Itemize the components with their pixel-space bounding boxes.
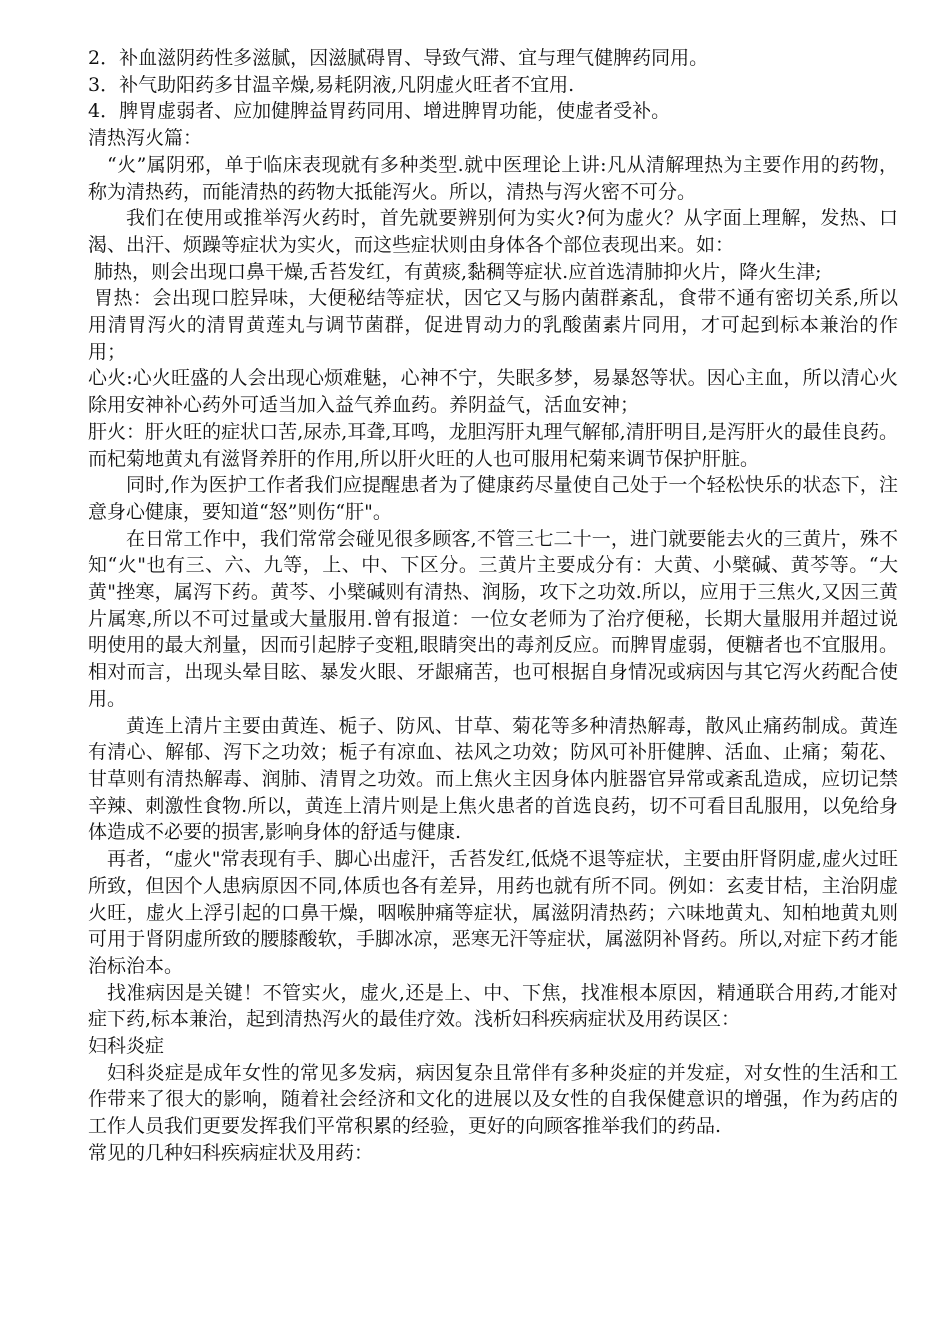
paragraph: 常见的几种妇科疾病症状及用药：	[88, 1141, 374, 1164]
paragraph: 我们在使用或推举泻火药时，首先就要辨别何为实火?何为虚火？从字面上理解，发热、口渴、出汗、烦躁等症状为实火，而这些症状则由身体各个部位表现出来。如：	[88, 207, 898, 256]
paragraph: 胃热：会出现口腔异味，大便秘结等症状，因它又与肠内菌群紊乱，食带不通有密切关系,所以用清胃泻火的清胃黄莲丸与调节菌群，促进胃动力的乳酸菌素片同用，才可起到标本兼治的作用；	[88, 287, 898, 363]
paragraph: 肝火：肝火旺的症状口苦,尿赤,耳聋,耳鸣，龙胆泻肝丸理气解郁,清肝明目,是泻肝火的最佳良药。而杞菊地黄丸有滋肾养肝的作用,所以肝火旺的人也可服用杞菊来调节保护肝脏。	[88, 420, 898, 470]
paragraph: 心火:心火旺盛的人会出现心烦难魅，心神不宁，失眠多梦，易暴怒等状。因心主血，所以清心火除用安神补心药外可适当加入益气养血药。养阴益气，活血安神；	[88, 367, 898, 417]
paragraph: 4．脾胃虚弱者、应加健脾益胃药同用、增进脾胃功能，使虚者受补。	[88, 100, 671, 123]
paragraph: 在日常工作中，我们常常会碰见很多顾客,不管三七二十一，进门就要能去火的三黄片，殊不知“火"也有三、六、九等，上、中、下区分。三黄片主要成分有：大黄、小檗碱、黄芩等。“大黄"挫寒，属泻下药。黄芩、小檗碱则有清热、润肠，攻下之功效.所以，应用于三焦火,又因三黄片属寒,所以不可过量或大量服用.曾有报道：一位女老师为了治疗便秘，长期大量服用并超过说明使用的最大剂量，因而引起脖子变粗,眼睛突出的毒剂反应。而脾胃虚弱，便糖者也不宜服用。相对而言，出现头晕目眩、暴发火眼、牙龈痛苦，也可根据自身情况或病因与其它泻火药配合使用。	[88, 527, 898, 710]
paragraph: 找准病因是关键！不管实火，虚火,还是上、中、下焦，找准根本原因，精通联合用药,才能对症下药,标本兼治，起到清热泻火的最佳疗效。浅析妇科疾病症状及用药误区：	[88, 981, 898, 1031]
paragraph: 2．补血滋阴药性多滋腻，因滋腻碍胃、导致气滞、宜与理气健脾药同用。	[88, 47, 709, 69]
paragraph: 妇科炎症是成年女性的常见多发病，病因复杂且常伴有多种炎症的并发症，对女性的生活和工作带来了很大的影响，随着社会经济和文化的进展以及女性的自我保健意识的增强，作为药店的工作人员我们更要发挥我们平常积累的经验，更好的向顾客推举我们的药品.	[88, 1061, 898, 1138]
paragraph: 同时,作为医护工作者我们应提醒患者为了健康药尽量使自己处于一个轻松快乐的状态下，注意身心健康，要知道“怒”则伤“肝"。	[88, 474, 898, 523]
paragraph: 再者，“虚火"常表现有手、脚心出虚汗，舌苔发红,低烧不退等症状，主要由肝肾阴虚,虚火过旺所致，但因个人患病原因不同,体质也各有差异，用药也就有所不同。例如：玄麦甘桔，主治阴虚火旺，虚火上浮引起的口鼻干燥，咽喉肿痛等症状，属滋阴清热药；六味地黄丸、知柏地黄丸则可用于肾阴虚所致的腰膝酸软，手脚冰凉，恶寒无汗等症状，属滋阴补肾药。所以,对症下药才能治标治本。	[88, 848, 898, 977]
section-heading: 妇科炎症	[88, 1035, 165, 1058]
document-body	[88, 45, 898, 1167]
paragraph: “火”属阴邪，单于临床表现就有多种类型.就中医理论上讲:凡从清解理热为主要作用的药物，称为清热药，而能清热的药物大抵能泻火。所以，清热与泻火密不可分。	[88, 153, 898, 203]
section-heading: 清热泻火篇：	[88, 127, 203, 150]
paragraph: 肺热，则会出现口鼻干燥,舌苔发红，有黄痰,黏稠等症状.应首选清肺抑火片，降火生津;	[94, 260, 822, 283]
paragraph: 3．补气助阳药多甘温辛燥,易耗阴液,凡阴虚火旺者不宜用.	[88, 73, 575, 96]
paragraph: 黄连上清片主要由黄连、栀子、防风、甘草、菊花等多种清热解毒，散风止痛药制成。黄连有清心、解郁、泻下之功效；栀子有凉血、祛风之功效；防风可补肝健脾、活血、止痛；菊花、甘草则有清热解毒、润肺、清胃之功效。而上焦火主因身体内脏器官异常或紊乱造成，应切记禁辛辣、刺激性食物.所以，黄连上清片则是上焦火患者的首选良药，切不可看目乱服用，以免给身体造成不必要的损害,影响身体的舒适与健康.	[88, 714, 898, 844]
